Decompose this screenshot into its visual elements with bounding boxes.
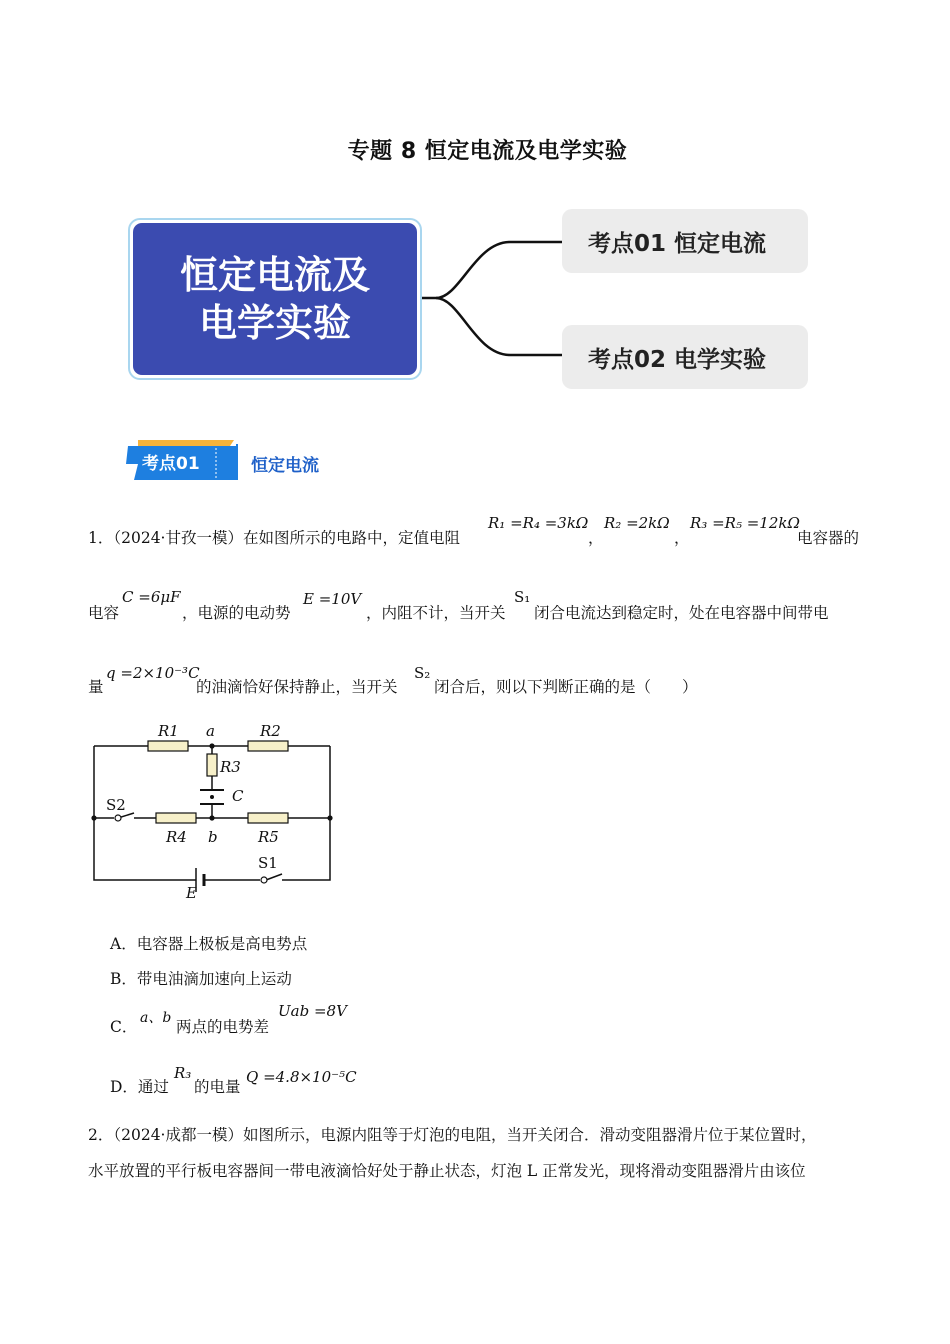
q1-line3-c: 闭合后，则以下判断正确的是（ ） — [434, 678, 698, 696]
q1-sep2: ， — [674, 529, 690, 547]
q1-circuit-diagram — [86, 718, 336, 902]
q1-option-d-prefix: D．通过 — [110, 1078, 169, 1096]
q1-r3r5-equation: R₃ =R₅ =12kΩ — [690, 514, 800, 532]
q1-charge-equation: q =2×10⁻³C — [106, 664, 200, 682]
oil-drop — [210, 795, 214, 799]
label-r3: R3 — [220, 758, 241, 776]
label-s2: S2 — [106, 796, 126, 814]
q1-option-d-r3: R₃ — [174, 1064, 192, 1082]
q1-line2-b: ，电源的电动势 — [182, 604, 291, 622]
q1-switch-s1: S₁ — [514, 588, 531, 606]
mindmap-center-node — [128, 218, 422, 380]
resistor-r1-symbol — [148, 741, 188, 751]
q1-option-c-text: 两点的电势差 — [176, 1018, 270, 1036]
q1-capacitance-equation: C =6μF — [122, 588, 181, 606]
q1-line2-c: ，内阻不计，当开关 — [366, 604, 506, 622]
q1-line1-lead: 1．（2024·甘孜一模）在如图所示的电路中，定值电阻 — [88, 529, 460, 547]
q1-sep1: ， — [588, 529, 604, 547]
mindmap-center-line1: 恒定电流及 — [179, 253, 370, 297]
mindmap-branch-1: 考点01 恒定电流 — [562, 209, 808, 273]
q1-line3-b: 的油滴恰好保持静止，当开关 — [196, 678, 398, 696]
mindmap-connectors — [420, 230, 570, 370]
resistor-r3-symbol — [207, 754, 217, 776]
q1-line2-a: 电容 — [88, 604, 120, 622]
label-a: a — [206, 722, 215, 740]
label-r1: R1 — [158, 722, 179, 740]
q2-line2: 水平放置的平行板电容器间一带电液滴恰好处于静止状态，灯泡 L 正常发光，现将滑动变阻器滑片由该位 — [88, 1162, 806, 1180]
q1-emf-equation: E =10V — [303, 590, 362, 608]
label-e: E — [186, 884, 197, 902]
q1-option-c-prefix: C． — [110, 1018, 138, 1036]
label-s1: S1 — [258, 854, 278, 872]
section-title: 恒定电流 — [251, 456, 319, 476]
q1-switch-s2: S₂ — [414, 664, 431, 682]
mindmap-branch-2: 考点02 电学实验 — [562, 325, 808, 389]
q1-line3-a: 量 — [88, 678, 104, 696]
label-r4: R4 — [166, 828, 187, 846]
q1-r1r4-equation: R₁ =R₄ =3kΩ — [488, 514, 589, 532]
resistor-r5-symbol — [248, 813, 288, 823]
q1-option-b: B．带电油滴加速向上运动 — [110, 970, 292, 988]
mindmap-center-line2: 电学实验 — [198, 301, 351, 345]
q1-option-c-points: a、b — [140, 1010, 172, 1026]
label-r2: R2 — [260, 722, 281, 740]
q1-option-d-text: 的电量 — [194, 1078, 241, 1096]
q1-option-d-equation: Q =4.8×10⁻⁵C — [246, 1068, 357, 1086]
resistor-r2-symbol — [248, 741, 288, 751]
label-r5: R5 — [258, 828, 279, 846]
label-b: b — [208, 828, 218, 846]
page-title: 专题 8 恒定电流及电学实验 — [347, 139, 628, 164]
q2-line1: 2．（2024·成都一模）如图所示，电源内阻等于灯泡的电阻，当开关闭合．滑动变阻器滑片位于某位置时， — [88, 1126, 817, 1144]
section-badge-label: 考点01 — [142, 454, 200, 474]
q1-line1-tail: 电容器的 — [797, 529, 860, 547]
q1-option-c-equation: Uab =8V — [278, 1002, 347, 1020]
resistor-r4-symbol — [156, 813, 196, 823]
q1-option-a: A．电容器上极板是高电势点 — [110, 935, 308, 953]
q1-line2-d: 闭合电流达到稳定时，处在电容器中间带电 — [534, 604, 829, 622]
q1-r2-equation: R₂ =2kΩ — [604, 514, 670, 532]
label-c: C — [232, 787, 244, 805]
